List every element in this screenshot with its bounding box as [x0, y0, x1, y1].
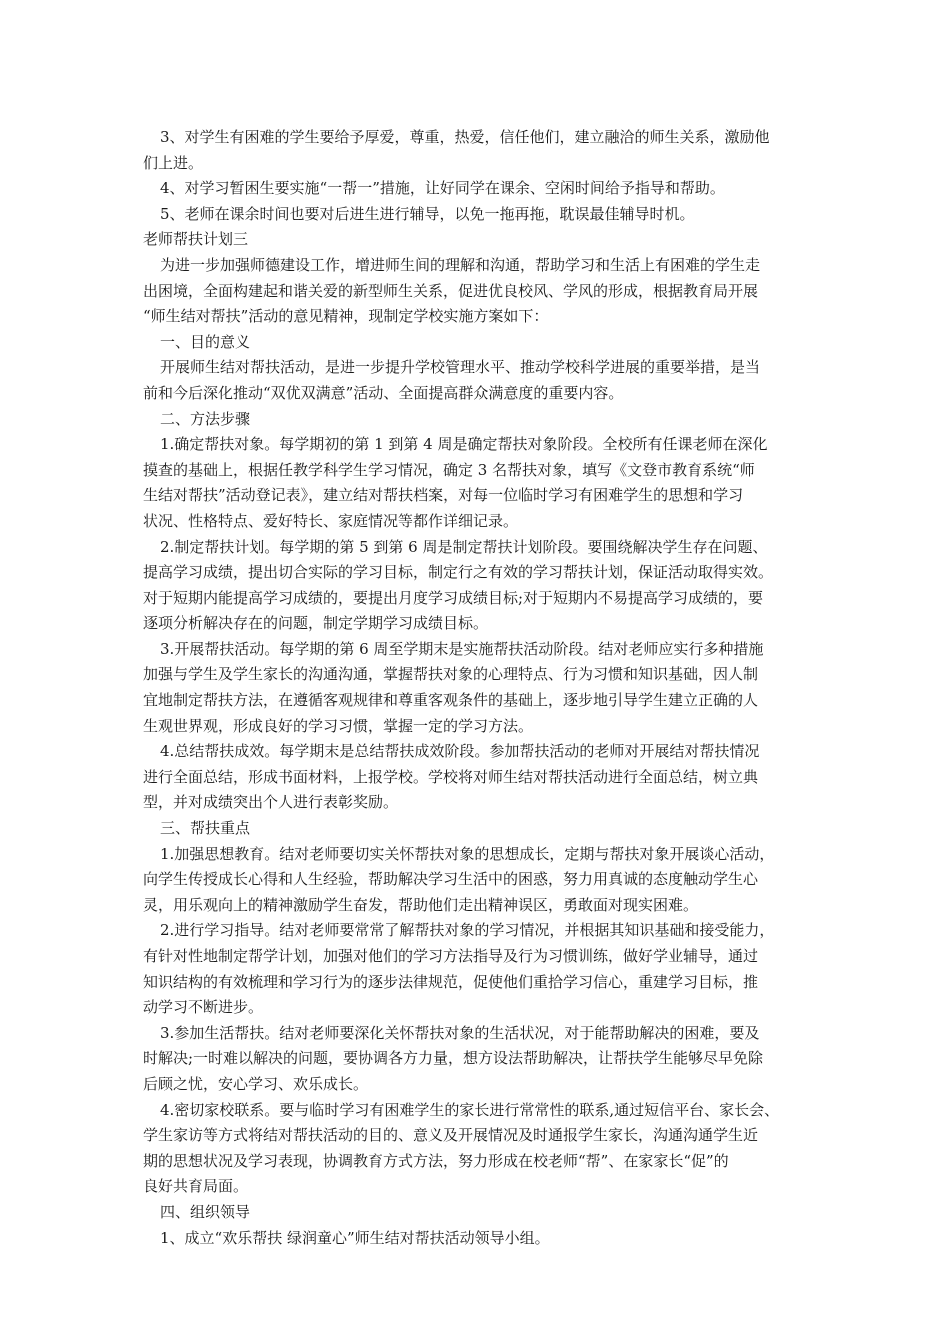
- text-line: 们上进。: [143, 153, 204, 172]
- text-line: 向学生传授成长心得和人生经验，帮助解决学习生活中的困惑，努力用真诚的态度触动学生心: [143, 870, 759, 889]
- document-page: [143, 125, 813, 1251]
- text-line: 良好共育局面。: [143, 1177, 249, 1196]
- text-line: 提高学习成绩，提出切合实际的学习目标，制定行之有效的学习帮扶计划，保证活动取得实效。: [143, 563, 774, 582]
- text-line: 摸查的基础上，根据任教学科学生学习情况，确定 3 名帮扶对象，填写《文登市教育系统“师: [143, 460, 755, 479]
- text-line: 动学习不断进步。: [143, 998, 264, 1017]
- text-line: 学生家访等方式将结对帮扶活动的目的、意义及开展情况及时通报学生家长，沟通沟通学生近: [143, 1126, 759, 1145]
- text-line: 宜地制定帮扶方法，在遵循客观规律和尊重客观条件的基础上，逐步地引导学生建立正确的人: [143, 691, 759, 710]
- text-line: “师生结对帮扶”活动的意见精神，现制定学校实施方案如下：: [143, 307, 549, 326]
- text-line: 一、目的意义: [160, 332, 251, 351]
- text-line: 2.进行学习指导。结对老师要常常了解帮扶对象的学习情况，并根据其知识基础和接受能力，: [160, 921, 775, 940]
- text-line: 2.制定帮扶计划。每学期的第 5 到第 6 周是制定帮扶计划阶段。要围绕解决学生存在问题、: [160, 537, 768, 556]
- text-line: 三、帮扶重点: [160, 819, 251, 838]
- text-line: 进行全面总结，形成书面材料，上报学校。学校将对师生结对帮扶活动进行全面总结，树立典: [143, 767, 759, 786]
- text-line: 生观世界观，形成良好的学习习惯，掌握一定的学习方法。: [143, 716, 534, 735]
- text-line: 型，并对成绩突出个人进行表彰奖励。: [143, 793, 399, 812]
- text-line: 四、组织领导: [160, 1202, 251, 1221]
- text-line: 生结对帮扶”活动登记表》，建立结对帮扶档案，对每一位临时学习有困难学生的思想和学习: [143, 486, 744, 505]
- text-line: 前和今后深化推动“双优双满意”活动、全面提高群众满意度的重要内容。: [143, 383, 624, 402]
- text-line: 1、成立“欢乐帮扶 绿润童心”师生结对帮扶活动领导小组。: [160, 1228, 550, 1247]
- text-line: 4、对学习暂困生要实施“一帮一”措施，让好同学在课余、空闲时间给予指导和帮助。: [160, 179, 725, 198]
- text-line: 3、对学生有困难的学生要给予厚爱，尊重，热爱，信任他们，建立融洽的师生关系，激励他: [160, 128, 770, 146]
- text-line: 老师帮扶计划三: [143, 230, 249, 249]
- text-line: 二、方法步骤: [160, 409, 251, 428]
- text-line: 出困境，全面构建起和谐关爱的新型师生关系，促进优良校风、学风的形成，根据教育局开展: [143, 281, 759, 300]
- text-line: 对于短期内能提高学习成绩的，要提出月度学习成绩目标;对于短期内不易提高学习成绩的，要: [143, 588, 764, 607]
- text-line: 状况、性格特点、爱好特长、家庭情况等都作详细记录。: [143, 511, 519, 530]
- text-line: 1.确定帮扶对象。每学期初的第 1 到第 4 周是确定帮扶对象阶段。全校所有任课老师在深化: [160, 435, 768, 454]
- text-line: 加强与学生及学生家长的沟通沟通，掌握帮扶对象的心理特点、行为习惯和知识基础，因人制: [143, 665, 759, 684]
- text-line: 后顾之忧，安心学习、欢乐成长。: [143, 1074, 369, 1093]
- text-line: 期的思想状况及学习表现，协调教育方式方法，努力形成在校老师“帮”、在家家长“促”的: [143, 1151, 729, 1170]
- text-line: 知识结构的有效梳理和学习行为的逐步法律规范，促使他们重拾学习信心，重建学习目标，推: [143, 972, 759, 991]
- text-line: 3.开展帮扶活动。每学期的第 6 周至学期末是实施帮扶活动阶段。结对老师应实行多种措施: [160, 639, 764, 658]
- text-line: 为进一步加强师德建设工作，增进师生间的理解和沟通，帮助学习和生活上有困难的学生走: [160, 255, 761, 274]
- text-line: 4.总结帮扶成效。每学期末是总结帮扶成效阶段。参加帮扶活动的老师对开展结对帮扶情况: [160, 742, 760, 761]
- text-line: 开展师生结对帮扶活动，是进一步提升学校管理水平、推动学校科学进展的重要举措，是当: [160, 358, 761, 377]
- text-line: 灵，用乐观向上的精神激励学生奋发，帮助他们走出精神误区，勇敢面对现实困难。: [143, 895, 699, 914]
- text-line: 有针对性地制定帮学计划，加强对他们的学习方法指导及行为习惯训练，做好学业辅导，通过: [143, 947, 759, 965]
- text-line: 时解决;一时难以解决的问题，要协调各方力量，想方设法帮助解决，让帮扶学生能够尽早免除: [143, 1049, 764, 1068]
- text-line: 逐项分析解决存在的问题，制定学期学习成绩目标。: [143, 614, 489, 633]
- text-line: 4.密切家校联系。要与临时学习有困难学生的家长进行常常性的联系,通过短信平台、家长会、: [160, 1100, 780, 1119]
- text-line: 1.加强思想教育。结对老师要切实关怀帮扶对象的思想成长，定期与帮扶对象开展谈心活动，: [160, 844, 775, 863]
- text-line: 5、老师在课余时间也要对后进生进行辅导，以免一拖再拖，耽误最佳辅导时机。: [160, 204, 695, 223]
- text-line: 3.参加生活帮扶。结对老师要深化关怀帮扶对象的生活状况，对于能帮助解决的困难，要及: [160, 1023, 760, 1042]
